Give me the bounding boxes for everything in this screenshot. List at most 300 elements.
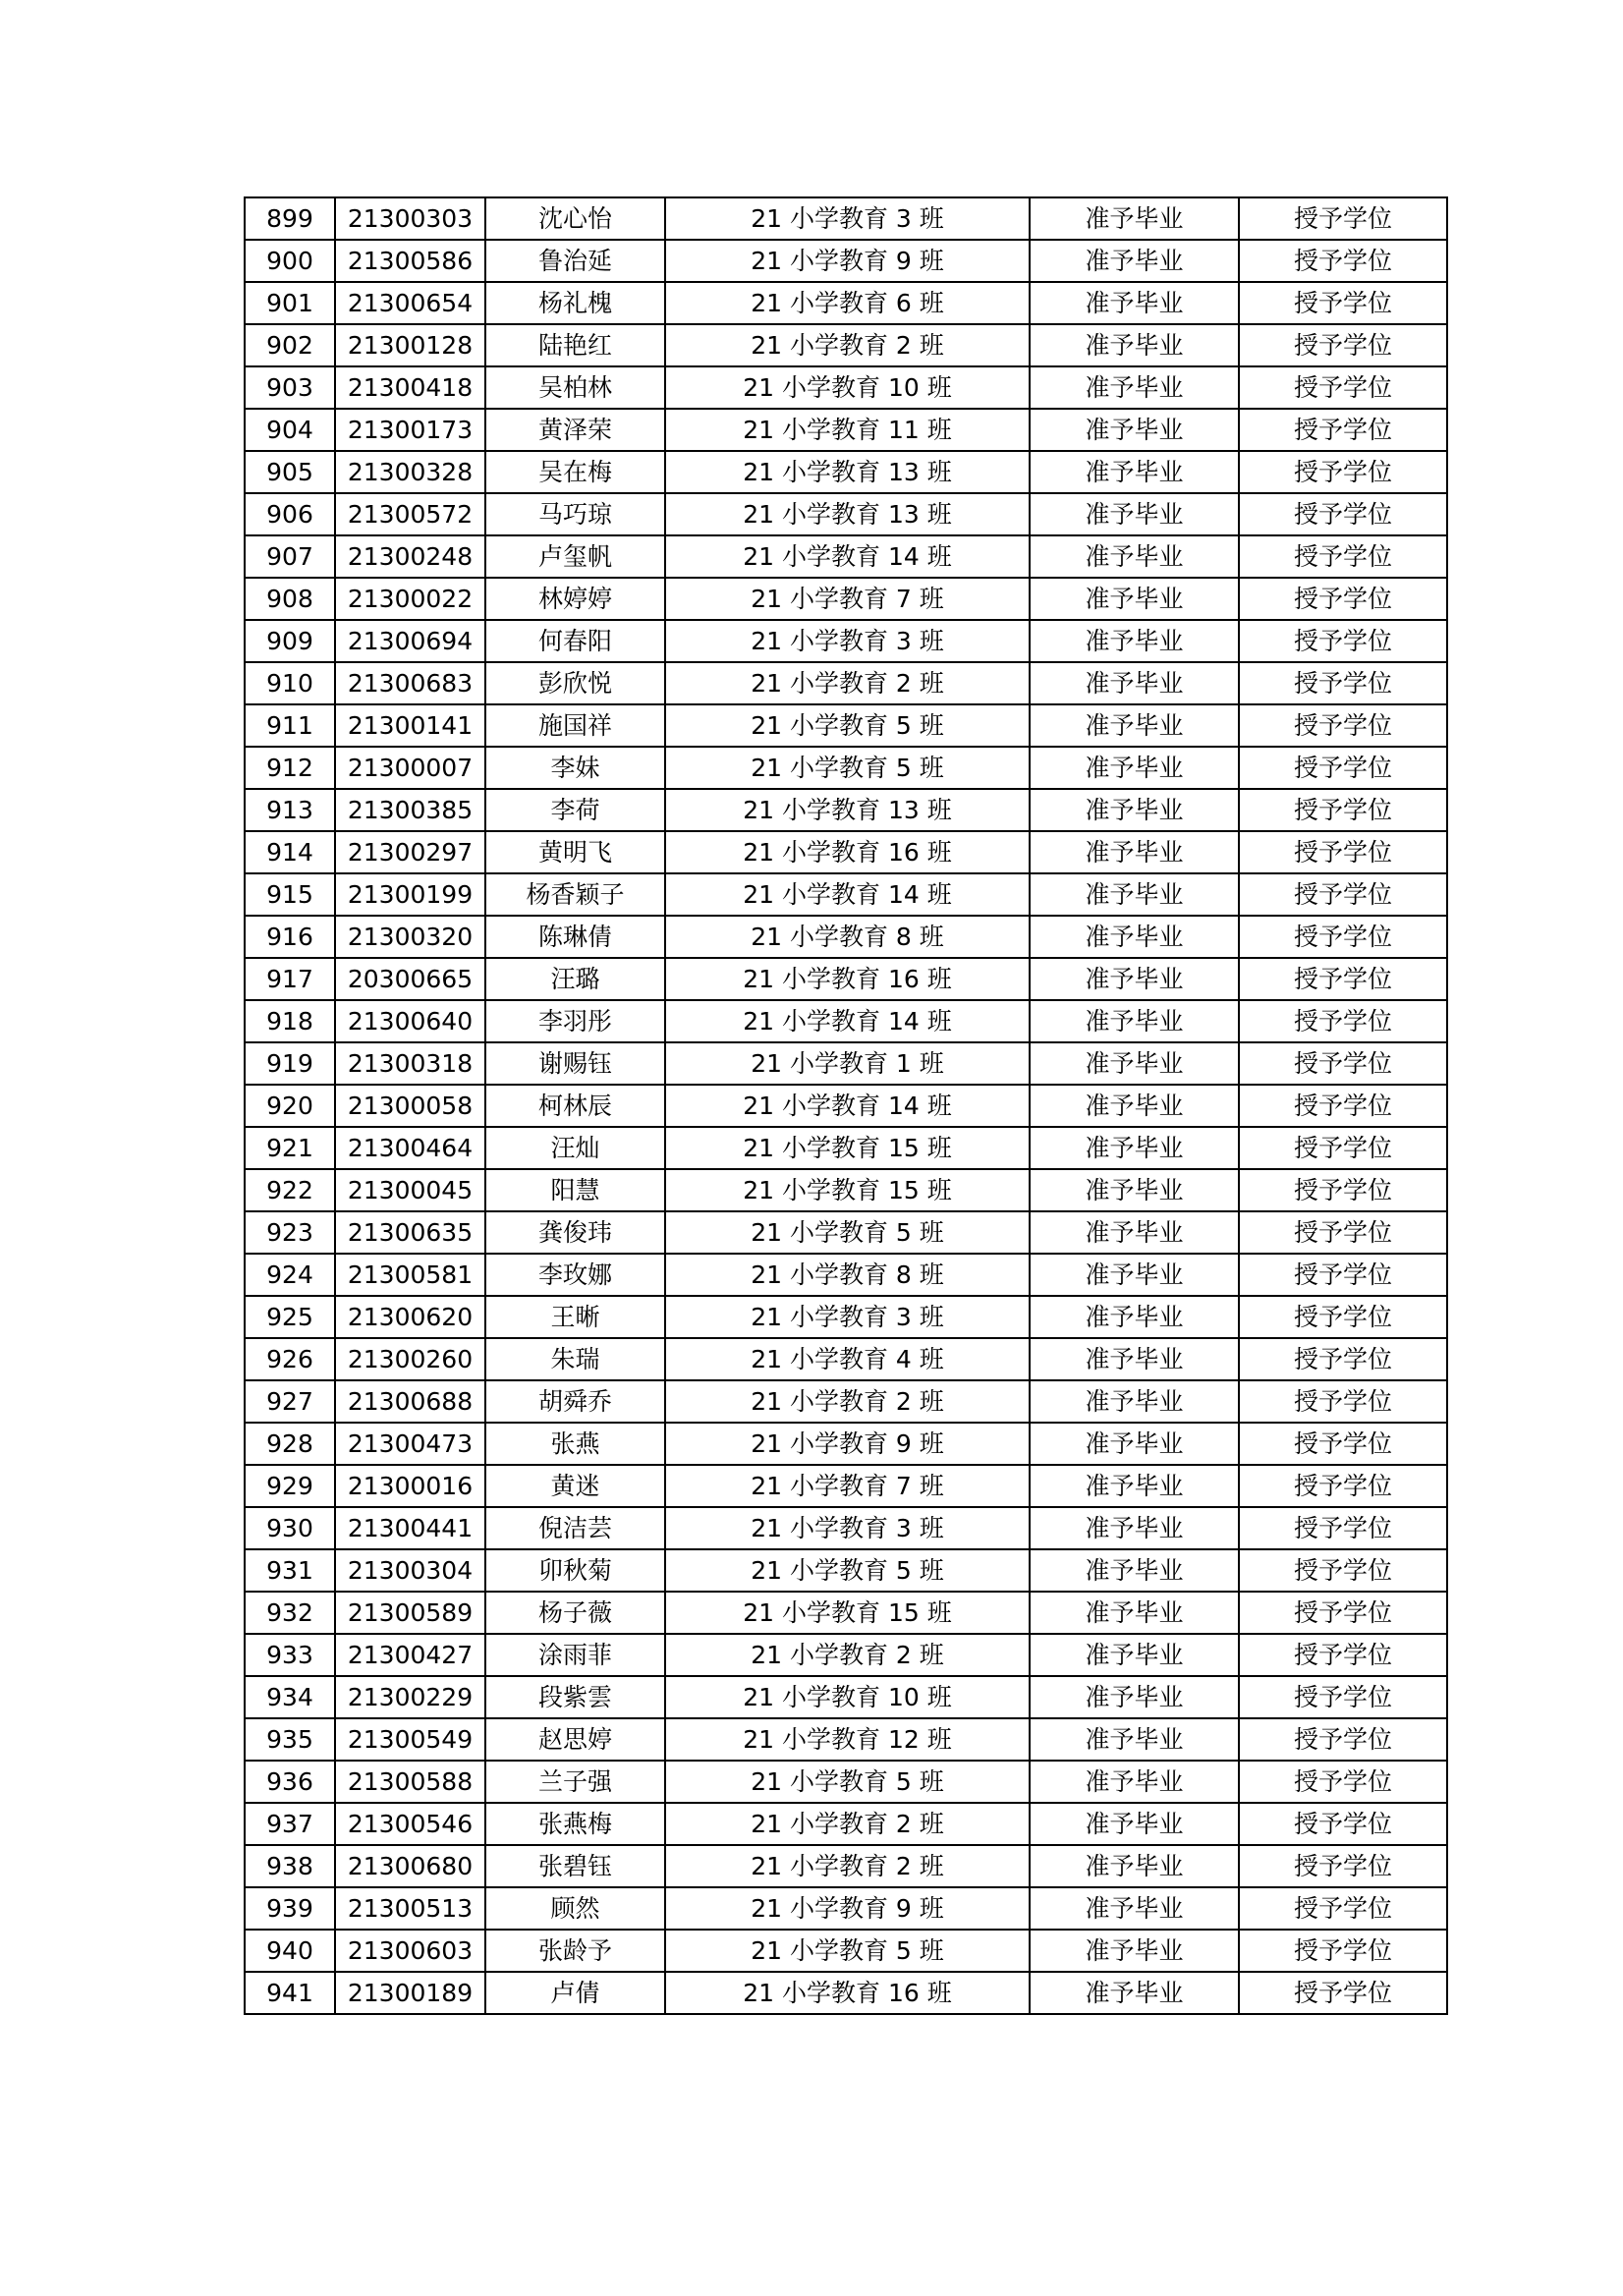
class-name-cell: 21 小学教育 15 班 <box>665 1592 1030 1634</box>
row-number-cell: 935 <box>245 1718 335 1761</box>
student-name-cell: 林婷婷 <box>485 578 665 620</box>
degree-status-cell: 授予学位 <box>1239 197 1447 240</box>
student-name-cell: 倪洁芸 <box>485 1507 665 1549</box>
graduation-status-cell: 准予毕业 <box>1030 493 1239 535</box>
graduation-status-cell: 准予毕业 <box>1030 1803 1239 1845</box>
student-name-cell: 李荷 <box>485 789 665 831</box>
class-name-cell: 21 小学教育 2 班 <box>665 1634 1030 1676</box>
row-number-cell: 921 <box>245 1127 335 1169</box>
student-id-cell: 21300640 <box>335 1000 485 1042</box>
table-row <box>245 1634 1447 1676</box>
graduation-roster-table <box>244 196 1448 2015</box>
class-name-cell: 21 小学教育 13 班 <box>665 789 1030 831</box>
graduation-status-cell: 准予毕业 <box>1030 1887 1239 1930</box>
student-name-cell: 张碧钰 <box>485 1845 665 1887</box>
graduation-status-cell: 准予毕业 <box>1030 1676 1239 1718</box>
table-row <box>245 1887 1447 1930</box>
graduation-status-cell: 准予毕业 <box>1030 789 1239 831</box>
row-number-cell: 919 <box>245 1042 335 1085</box>
student-id-cell: 21300058 <box>335 1085 485 1127</box>
row-number-cell: 928 <box>245 1423 335 1465</box>
graduation-status-cell: 准予毕业 <box>1030 282 1239 324</box>
table-row <box>245 197 1447 240</box>
graduation-status-cell: 准予毕业 <box>1030 831 1239 873</box>
degree-status-cell: 授予学位 <box>1239 1423 1447 1465</box>
student-name-cell: 张龄予 <box>485 1930 665 1972</box>
student-name-cell: 杨礼槐 <box>485 282 665 324</box>
graduation-status-cell: 准予毕业 <box>1030 1592 1239 1634</box>
student-name-cell: 顾然 <box>485 1887 665 1930</box>
student-id-cell: 21300635 <box>335 1211 485 1254</box>
graduation-status-cell: 准予毕业 <box>1030 366 1239 409</box>
table-row <box>245 1507 1447 1549</box>
student-name-cell: 何春阳 <box>485 620 665 662</box>
row-number-cell: 918 <box>245 1000 335 1042</box>
degree-status-cell: 授予学位 <box>1239 366 1447 409</box>
student-name-cell: 兰子强 <box>485 1761 665 1803</box>
table-body <box>245 197 1447 2014</box>
student-id-cell: 21300441 <box>335 1507 485 1549</box>
student-id-cell: 21300016 <box>335 1465 485 1507</box>
graduation-status-cell: 准予毕业 <box>1030 1254 1239 1296</box>
student-name-cell: 吴在梅 <box>485 451 665 493</box>
class-name-cell: 21 小学教育 5 班 <box>665 1549 1030 1592</box>
class-name-cell: 21 小学教育 2 班 <box>665 324 1030 366</box>
graduation-status-cell: 准予毕业 <box>1030 1761 1239 1803</box>
degree-status-cell: 授予学位 <box>1239 1887 1447 1930</box>
table-row <box>245 1930 1447 1972</box>
student-name-cell: 柯林辰 <box>485 1085 665 1127</box>
graduation-status-cell: 准予毕业 <box>1030 1845 1239 1887</box>
table-row <box>245 620 1447 662</box>
table-row <box>245 1042 1447 1085</box>
student-id-cell: 21300654 <box>335 282 485 324</box>
row-number-cell: 938 <box>245 1845 335 1887</box>
student-name-cell: 黄泽荣 <box>485 409 665 451</box>
class-name-cell: 21 小学教育 14 班 <box>665 1085 1030 1127</box>
degree-status-cell: 授予学位 <box>1239 324 1447 366</box>
degree-status-cell: 授予学位 <box>1239 1296 1447 1338</box>
row-number-cell: 911 <box>245 704 335 747</box>
table-row <box>245 1169 1447 1211</box>
degree-status-cell: 授予学位 <box>1239 789 1447 831</box>
student-name-cell: 胡舜乔 <box>485 1380 665 1423</box>
student-id-cell: 21300572 <box>335 493 485 535</box>
degree-status-cell: 授予学位 <box>1239 409 1447 451</box>
graduation-status-cell: 准予毕业 <box>1030 620 1239 662</box>
table-row <box>245 1592 1447 1634</box>
row-number-cell: 930 <box>245 1507 335 1549</box>
student-id-cell: 21300045 <box>335 1169 485 1211</box>
degree-status-cell: 授予学位 <box>1239 1465 1447 1507</box>
graduation-status-cell: 准予毕业 <box>1030 1042 1239 1085</box>
student-id-cell: 21300297 <box>335 831 485 873</box>
class-name-cell: 21 小学教育 3 班 <box>665 197 1030 240</box>
class-name-cell: 21 小学教育 10 班 <box>665 1676 1030 1718</box>
graduation-status-cell: 准予毕业 <box>1030 1718 1239 1761</box>
row-number-cell: 910 <box>245 662 335 704</box>
table-row <box>245 873 1447 916</box>
student-id-cell: 21300464 <box>335 1127 485 1169</box>
row-number-cell: 926 <box>245 1338 335 1380</box>
class-name-cell: 21 小学教育 16 班 <box>665 1972 1030 2014</box>
student-name-cell: 卢倩 <box>485 1972 665 2014</box>
row-number-cell: 940 <box>245 1930 335 1972</box>
student-id-cell: 21300320 <box>335 916 485 958</box>
degree-status-cell: 授予学位 <box>1239 1930 1447 1972</box>
student-id-cell: 21300173 <box>335 409 485 451</box>
table-row <box>245 1085 1447 1127</box>
table-row <box>245 1127 1447 1169</box>
student-id-cell: 21300603 <box>335 1930 485 1972</box>
class-name-cell: 21 小学教育 3 班 <box>665 620 1030 662</box>
graduation-status-cell: 准予毕业 <box>1030 240 1239 282</box>
class-name-cell: 21 小学教育 5 班 <box>665 747 1030 789</box>
degree-status-cell: 授予学位 <box>1239 1042 1447 1085</box>
student-name-cell: 赵思婷 <box>485 1718 665 1761</box>
table-row <box>245 1380 1447 1423</box>
student-name-cell: 黄迷 <box>485 1465 665 1507</box>
student-name-cell: 施国祥 <box>485 704 665 747</box>
table-row <box>245 1211 1447 1254</box>
class-name-cell: 21 小学教育 11 班 <box>665 409 1030 451</box>
student-id-cell: 21300546 <box>335 1803 485 1845</box>
table-row <box>245 704 1447 747</box>
degree-status-cell: 授予学位 <box>1239 1718 1447 1761</box>
class-name-cell: 21 小学教育 10 班 <box>665 366 1030 409</box>
row-number-cell: 906 <box>245 493 335 535</box>
class-name-cell: 21 小学教育 5 班 <box>665 1761 1030 1803</box>
student-id-cell: 21300473 <box>335 1423 485 1465</box>
class-name-cell: 21 小学教育 12 班 <box>665 1718 1030 1761</box>
student-name-cell: 陈琳倩 <box>485 916 665 958</box>
table-row <box>245 240 1447 282</box>
table-row <box>245 958 1447 1000</box>
student-id-cell: 21300303 <box>335 197 485 240</box>
graduation-status-cell: 准予毕业 <box>1030 958 1239 1000</box>
student-id-cell: 21300549 <box>335 1718 485 1761</box>
table-row <box>245 1972 1447 2014</box>
degree-status-cell: 授予学位 <box>1239 1676 1447 1718</box>
class-name-cell: 21 小学教育 8 班 <box>665 916 1030 958</box>
graduation-status-cell: 准予毕业 <box>1030 704 1239 747</box>
student-id-cell: 21300588 <box>335 1761 485 1803</box>
student-name-cell: 涂雨菲 <box>485 1634 665 1676</box>
class-name-cell: 21 小学教育 8 班 <box>665 1254 1030 1296</box>
row-number-cell: 900 <box>245 240 335 282</box>
student-id-cell: 21300318 <box>335 1042 485 1085</box>
student-name-cell: 马巧琼 <box>485 493 665 535</box>
student-id-cell: 21300385 <box>335 789 485 831</box>
class-name-cell: 21 小学教育 6 班 <box>665 282 1030 324</box>
student-id-cell: 21300581 <box>335 1254 485 1296</box>
table-row <box>245 493 1447 535</box>
graduation-status-cell: 准予毕业 <box>1030 1296 1239 1338</box>
graduation-status-cell: 准予毕业 <box>1030 1972 1239 2014</box>
degree-status-cell: 授予学位 <box>1239 1127 1447 1169</box>
degree-status-cell: 授予学位 <box>1239 1000 1447 1042</box>
degree-status-cell: 授予学位 <box>1239 704 1447 747</box>
class-name-cell: 21 小学教育 15 班 <box>665 1169 1030 1211</box>
row-number-cell: 939 <box>245 1887 335 1930</box>
student-id-cell: 21300513 <box>335 1887 485 1930</box>
class-name-cell: 21 小学教育 3 班 <box>665 1507 1030 1549</box>
student-id-cell: 21300427 <box>335 1634 485 1676</box>
degree-status-cell: 授予学位 <box>1239 493 1447 535</box>
graduation-status-cell: 准予毕业 <box>1030 1211 1239 1254</box>
class-name-cell: 21 小学教育 1 班 <box>665 1042 1030 1085</box>
graduation-status-cell: 准予毕业 <box>1030 324 1239 366</box>
row-number-cell: 908 <box>245 578 335 620</box>
class-name-cell: 21 小学教育 14 班 <box>665 535 1030 578</box>
graduation-status-cell: 准予毕业 <box>1030 1000 1239 1042</box>
degree-status-cell: 授予学位 <box>1239 662 1447 704</box>
degree-status-cell: 授予学位 <box>1239 831 1447 873</box>
graduation-status-cell: 准予毕业 <box>1030 662 1239 704</box>
table-row <box>245 282 1447 324</box>
graduation-status-cell: 准予毕业 <box>1030 873 1239 916</box>
student-id-cell: 21300199 <box>335 873 485 916</box>
student-name-cell: 陆艳红 <box>485 324 665 366</box>
graduation-status-cell: 准予毕业 <box>1030 1380 1239 1423</box>
student-id-cell: 21300589 <box>335 1592 485 1634</box>
table-row <box>245 789 1447 831</box>
row-number-cell: 912 <box>245 747 335 789</box>
student-name-cell: 段紫雲 <box>485 1676 665 1718</box>
class-name-cell: 21 小学教育 7 班 <box>665 1465 1030 1507</box>
graduation-status-cell: 准予毕业 <box>1030 1127 1239 1169</box>
student-id-cell: 21300022 <box>335 578 485 620</box>
table-row <box>245 535 1447 578</box>
student-name-cell: 沈心怡 <box>485 197 665 240</box>
row-number-cell: 899 <box>245 197 335 240</box>
table-row <box>245 1549 1447 1592</box>
class-name-cell: 21 小学教育 9 班 <box>665 240 1030 282</box>
degree-status-cell: 授予学位 <box>1239 873 1447 916</box>
student-name-cell: 黄明飞 <box>485 831 665 873</box>
table-row <box>245 1676 1447 1718</box>
row-number-cell: 904 <box>245 409 335 451</box>
table-row <box>245 831 1447 873</box>
class-name-cell: 21 小学教育 2 班 <box>665 1380 1030 1423</box>
graduation-status-cell: 准予毕业 <box>1030 1423 1239 1465</box>
row-number-cell: 922 <box>245 1169 335 1211</box>
degree-status-cell: 授予学位 <box>1239 1380 1447 1423</box>
row-number-cell: 903 <box>245 366 335 409</box>
student-name-cell: 李妹 <box>485 747 665 789</box>
student-id-cell: 21300007 <box>335 747 485 789</box>
graduation-status-cell: 准予毕业 <box>1030 535 1239 578</box>
degree-status-cell: 授予学位 <box>1239 1549 1447 1592</box>
table-row <box>245 1338 1447 1380</box>
class-name-cell: 21 小学教育 14 班 <box>665 1000 1030 1042</box>
row-number-cell: 936 <box>245 1761 335 1803</box>
student-id-cell: 21300683 <box>335 662 485 704</box>
table-row <box>245 1423 1447 1465</box>
row-number-cell: 901 <box>245 282 335 324</box>
student-name-cell: 汪璐 <box>485 958 665 1000</box>
class-name-cell: 21 小学教育 13 班 <box>665 451 1030 493</box>
graduation-status-cell: 准予毕业 <box>1030 1634 1239 1676</box>
class-name-cell: 21 小学教育 9 班 <box>665 1423 1030 1465</box>
row-number-cell: 907 <box>245 535 335 578</box>
student-id-cell: 21300128 <box>335 324 485 366</box>
degree-status-cell: 授予学位 <box>1239 240 1447 282</box>
student-name-cell: 卯秋菊 <box>485 1549 665 1592</box>
graduation-status-cell: 准予毕业 <box>1030 1465 1239 1507</box>
degree-status-cell: 授予学位 <box>1239 958 1447 1000</box>
student-name-cell: 阳慧 <box>485 1169 665 1211</box>
row-number-cell: 902 <box>245 324 335 366</box>
student-name-cell: 王晰 <box>485 1296 665 1338</box>
table-row <box>245 1254 1447 1296</box>
class-name-cell: 21 小学教育 16 班 <box>665 831 1030 873</box>
student-id-cell: 21300304 <box>335 1549 485 1592</box>
degree-status-cell: 授予学位 <box>1239 1972 1447 2014</box>
degree-status-cell: 授予学位 <box>1239 578 1447 620</box>
row-number-cell: 909 <box>245 620 335 662</box>
student-id-cell: 21300620 <box>335 1296 485 1338</box>
table-row <box>245 1465 1447 1507</box>
degree-status-cell: 授予学位 <box>1239 1507 1447 1549</box>
student-name-cell: 鲁治延 <box>485 240 665 282</box>
row-number-cell: 914 <box>245 831 335 873</box>
class-name-cell: 21 小学教育 15 班 <box>665 1127 1030 1169</box>
student-id-cell: 21300260 <box>335 1338 485 1380</box>
table-row <box>245 366 1447 409</box>
student-name-cell: 李羽彤 <box>485 1000 665 1042</box>
graduation-status-cell: 准予毕业 <box>1030 916 1239 958</box>
graduation-status-cell: 准予毕业 <box>1030 451 1239 493</box>
degree-status-cell: 授予学位 <box>1239 1211 1447 1254</box>
degree-status-cell: 授予学位 <box>1239 1254 1447 1296</box>
row-number-cell: 929 <box>245 1465 335 1507</box>
degree-status-cell: 授予学位 <box>1239 1169 1447 1211</box>
table-row <box>245 1803 1447 1845</box>
student-name-cell: 张燕梅 <box>485 1803 665 1845</box>
student-id-cell: 21300586 <box>335 240 485 282</box>
graduation-status-cell: 准予毕业 <box>1030 1930 1239 1972</box>
class-name-cell: 21 小学教育 7 班 <box>665 578 1030 620</box>
degree-status-cell: 授予学位 <box>1239 1338 1447 1380</box>
table-row <box>245 662 1447 704</box>
degree-status-cell: 授予学位 <box>1239 282 1447 324</box>
student-name-cell: 卢玺帆 <box>485 535 665 578</box>
degree-status-cell: 授予学位 <box>1239 1085 1447 1127</box>
row-number-cell: 923 <box>245 1211 335 1254</box>
class-name-cell: 21 小学教育 5 班 <box>665 1930 1030 1972</box>
degree-status-cell: 授予学位 <box>1239 451 1447 493</box>
table-row <box>245 1296 1447 1338</box>
row-number-cell: 937 <box>245 1803 335 1845</box>
row-number-cell: 933 <box>245 1634 335 1676</box>
row-number-cell: 932 <box>245 1592 335 1634</box>
student-id-cell: 21300694 <box>335 620 485 662</box>
student-name-cell: 朱瑞 <box>485 1338 665 1380</box>
class-name-cell: 21 小学教育 3 班 <box>665 1296 1030 1338</box>
student-id-cell: 21300418 <box>335 366 485 409</box>
row-number-cell: 917 <box>245 958 335 1000</box>
student-name-cell: 龚俊玮 <box>485 1211 665 1254</box>
degree-status-cell: 授予学位 <box>1239 1592 1447 1634</box>
student-name-cell: 汪灿 <box>485 1127 665 1169</box>
student-id-cell: 21300248 <box>335 535 485 578</box>
student-name-cell: 彭欣悦 <box>485 662 665 704</box>
class-name-cell: 21 小学教育 14 班 <box>665 873 1030 916</box>
class-name-cell: 21 小学教育 16 班 <box>665 958 1030 1000</box>
degree-status-cell: 授予学位 <box>1239 620 1447 662</box>
graduation-status-cell: 准予毕业 <box>1030 1507 1239 1549</box>
class-name-cell: 21 小学教育 4 班 <box>665 1338 1030 1380</box>
degree-status-cell: 授予学位 <box>1239 916 1447 958</box>
row-number-cell: 934 <box>245 1676 335 1718</box>
degree-status-cell: 授予学位 <box>1239 1634 1447 1676</box>
class-name-cell: 21 小学教育 2 班 <box>665 1845 1030 1887</box>
table-row <box>245 1000 1447 1042</box>
row-number-cell: 905 <box>245 451 335 493</box>
graduation-status-cell: 准予毕业 <box>1030 1338 1239 1380</box>
table-row <box>245 1718 1447 1761</box>
student-id-cell: 21300141 <box>335 704 485 747</box>
row-number-cell: 920 <box>245 1085 335 1127</box>
row-number-cell: 916 <box>245 916 335 958</box>
student-name-cell: 吴柏林 <box>485 366 665 409</box>
degree-status-cell: 授予学位 <box>1239 1761 1447 1803</box>
row-number-cell: 941 <box>245 1972 335 2014</box>
student-id-cell: 20300665 <box>335 958 485 1000</box>
table-row <box>245 451 1447 493</box>
row-number-cell: 924 <box>245 1254 335 1296</box>
student-id-cell: 21300688 <box>335 1380 485 1423</box>
graduation-status-cell: 准予毕业 <box>1030 747 1239 789</box>
table-row <box>245 1845 1447 1887</box>
student-name-cell: 李玫娜 <box>485 1254 665 1296</box>
degree-status-cell: 授予学位 <box>1239 747 1447 789</box>
degree-status-cell: 授予学位 <box>1239 1803 1447 1845</box>
table-row <box>245 747 1447 789</box>
table-row <box>245 1761 1447 1803</box>
student-name-cell: 杨子薇 <box>485 1592 665 1634</box>
student-id-cell: 21300229 <box>335 1676 485 1718</box>
row-number-cell: 927 <box>245 1380 335 1423</box>
degree-status-cell: 授予学位 <box>1239 535 1447 578</box>
row-number-cell: 925 <box>245 1296 335 1338</box>
student-name-cell: 谢赐钰 <box>485 1042 665 1085</box>
student-id-cell: 21300328 <box>335 451 485 493</box>
class-name-cell: 21 小学教育 9 班 <box>665 1887 1030 1930</box>
degree-status-cell: 授予学位 <box>1239 1845 1447 1887</box>
student-id-cell: 21300680 <box>335 1845 485 1887</box>
student-id-cell: 21300189 <box>335 1972 485 2014</box>
row-number-cell: 915 <box>245 873 335 916</box>
class-name-cell: 21 小学教育 5 班 <box>665 1211 1030 1254</box>
row-number-cell: 931 <box>245 1549 335 1592</box>
table-row <box>245 916 1447 958</box>
row-number-cell: 913 <box>245 789 335 831</box>
student-name-cell: 张燕 <box>485 1423 665 1465</box>
graduation-status-cell: 准予毕业 <box>1030 1549 1239 1592</box>
table-row <box>245 578 1447 620</box>
class-name-cell: 21 小学教育 5 班 <box>665 704 1030 747</box>
graduation-status-cell: 准予毕业 <box>1030 1169 1239 1211</box>
student-name-cell: 杨香颖子 <box>485 873 665 916</box>
graduation-status-cell: 准予毕业 <box>1030 1085 1239 1127</box>
graduation-status-cell: 准予毕业 <box>1030 578 1239 620</box>
table-row <box>245 409 1447 451</box>
class-name-cell: 21 小学教育 2 班 <box>665 1803 1030 1845</box>
table-row <box>245 324 1447 366</box>
class-name-cell: 21 小学教育 13 班 <box>665 493 1030 535</box>
